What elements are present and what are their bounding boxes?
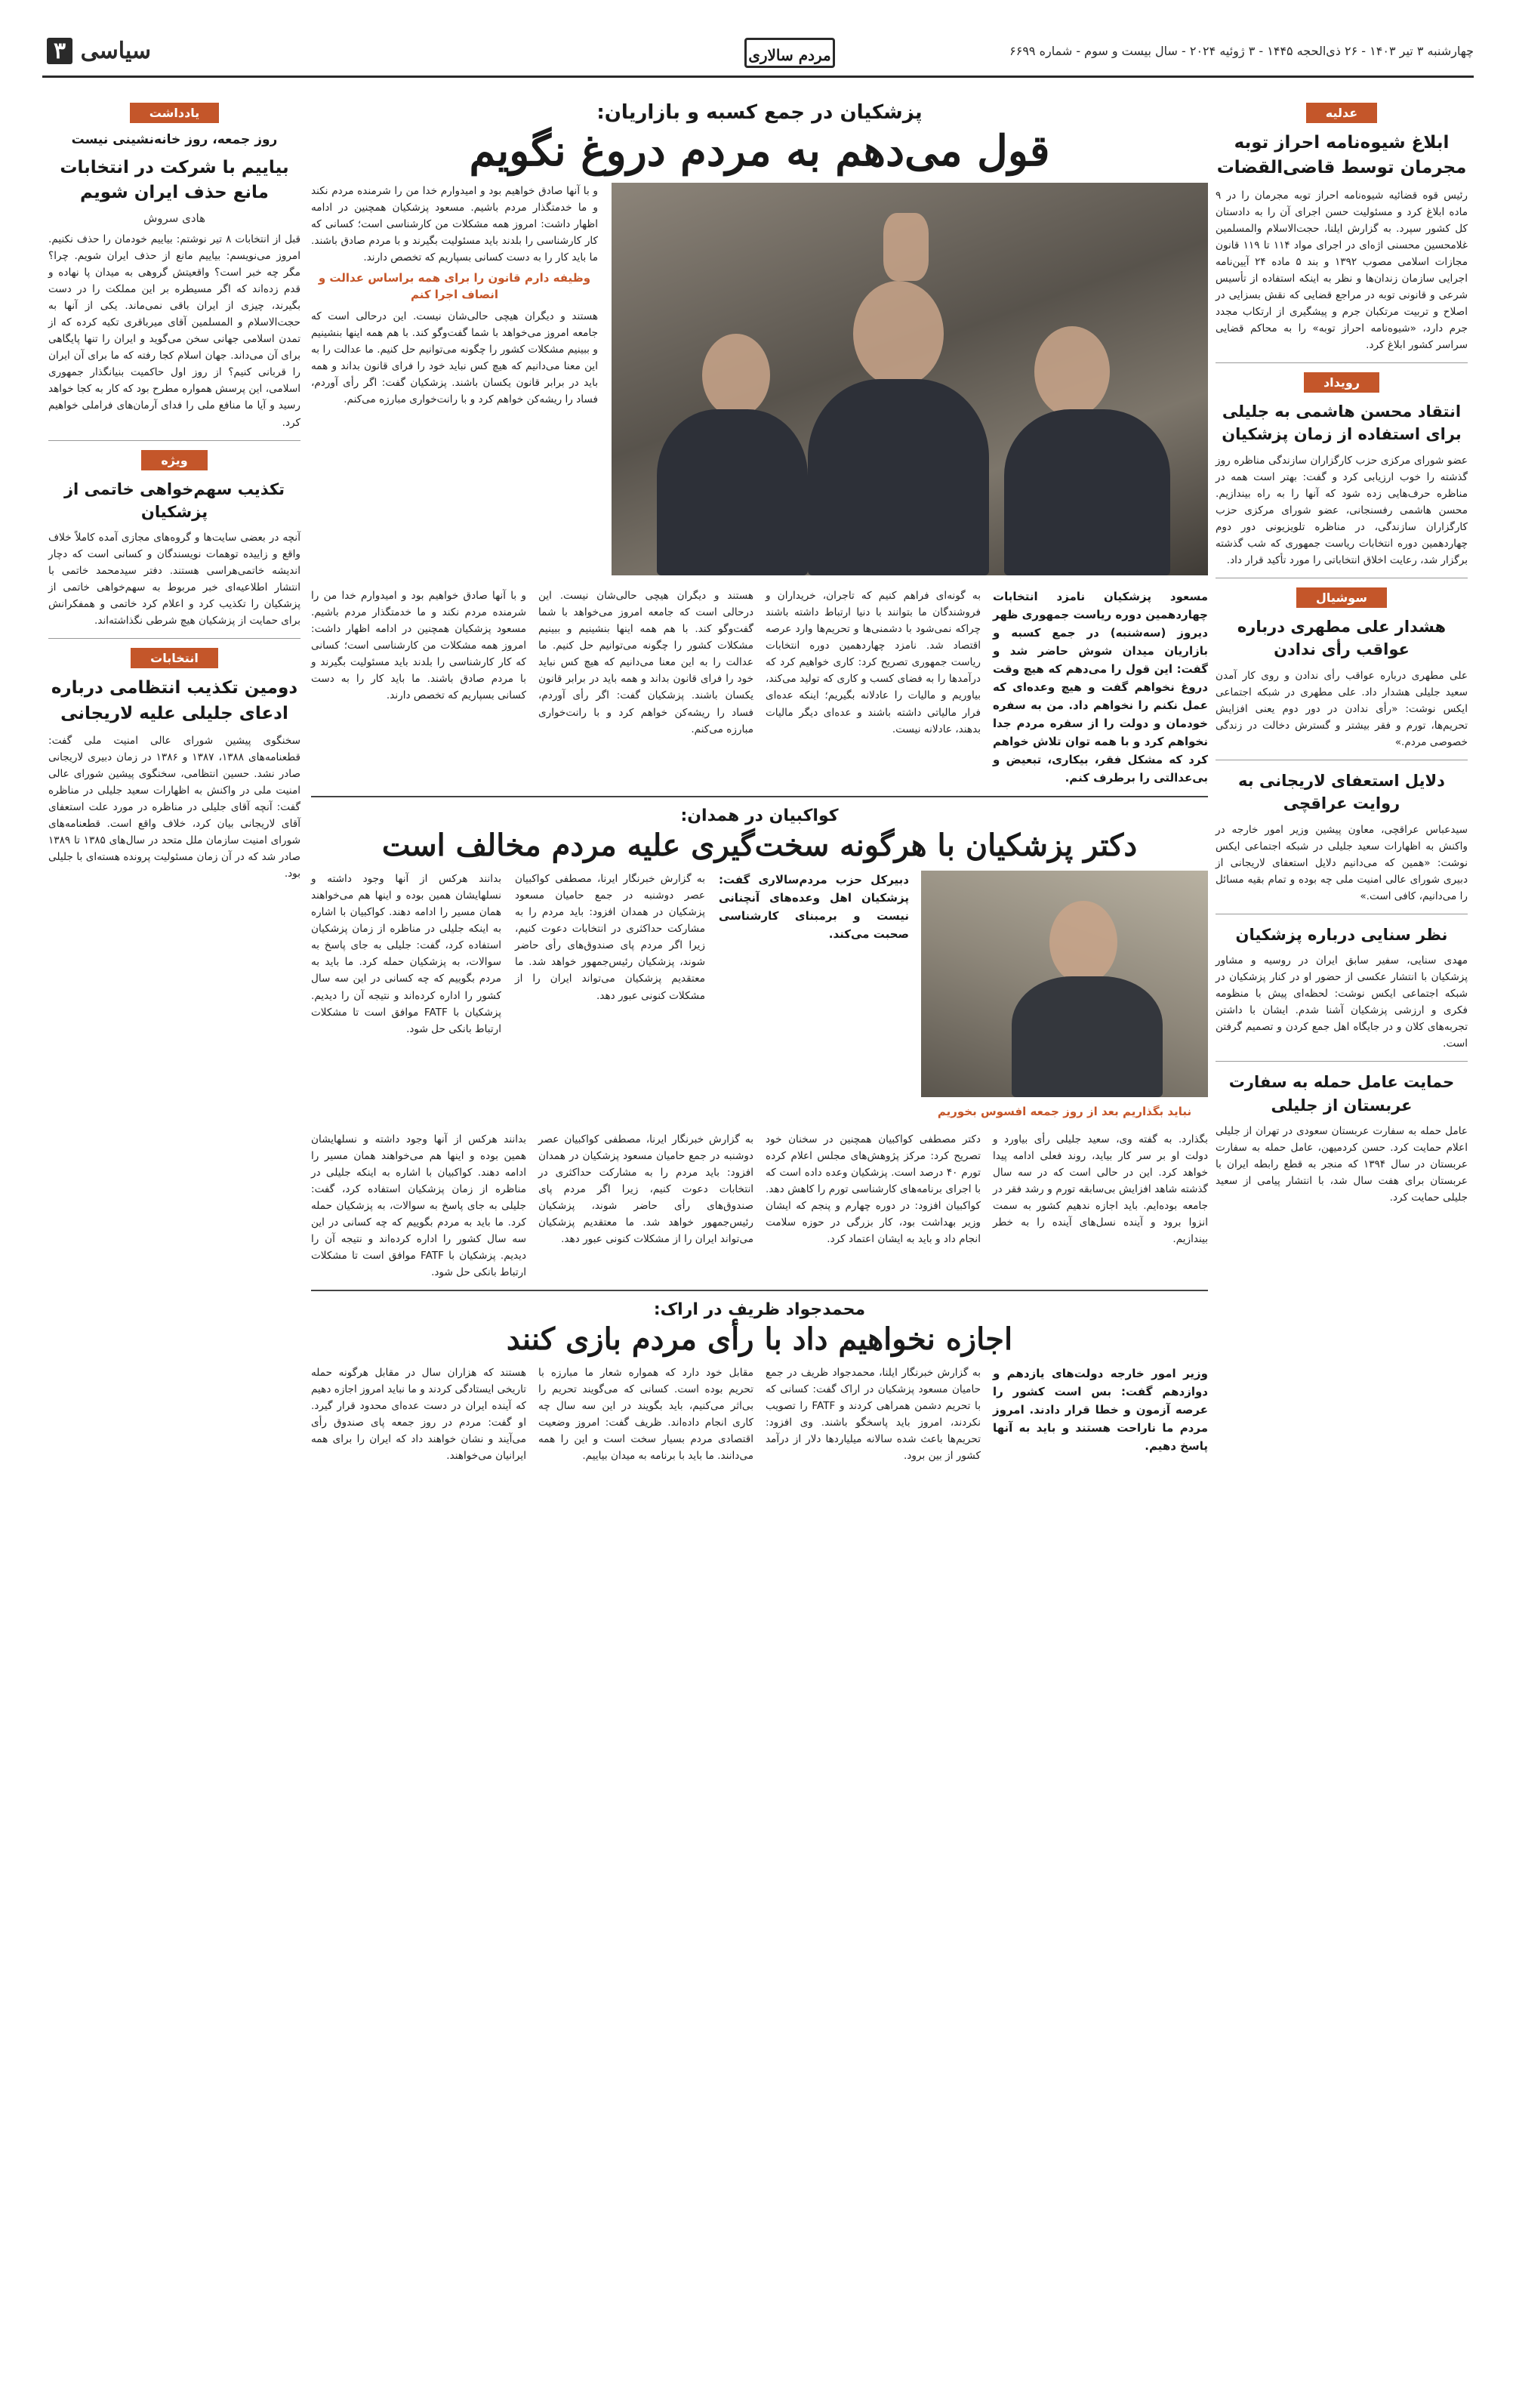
tag-special: ویژه [141, 450, 207, 470]
main-photo [612, 183, 1208, 575]
left-column [42, 97, 307, 882]
right-column [1209, 97, 1474, 1206]
date-line: چهارشنبه ۳ تیر ۱۴۰۳ - ۲۶ ذی‌الحجه ۱۴۴۵ - ۳ ژوئیه ۲۰۲۴ - سال بیست و سوم - شماره ۶۶۹۹ [1009, 44, 1474, 58]
body-entezami: سخنگوی پیشین شورای عالی امنیت ملی گفت: قطعنامه‌های ۱۳۸۸، ۱۳۸۷ و ۱۳۸۶ در زمان دبیری لاریجانی صادر نشد. حسین انتظامی، سخنگوی پیشین شورای عالی امنیت ملی در واکنش به اظهارات سعید جلیلی در مناظره گفت: آنچه آقای جلیلی در مناظره در مورد علت استعفای آقای لاریجانی بیان کرد، خلاف واقع است. قطعنامه‌های شورای امنیت سازمان ملل متحد در سال‌های ۱۳۸۵ تا ۱۳۸۹ صادر شد که در آن زمان مسئولیت پرونده هسته‌ای با جلیلی بود. [48, 735, 300, 880]
story3-text10: هستند که هزاران سال در مقابل هرگونه حمله تاریخی ایستادگی کردند و ما نباید امروز اجازه دهیم که آینده ایران در دست عده‌ای محدود قرار گیرد. او گفت: مردم در روز جمعه پای صندوق رأی می‌آیند و نشان خواهند داد که ایران را برای همه ایرانیان می‌خواهند. [311, 1367, 526, 1463]
headline-repentance: ابلاغ شیوه‌نامه احراز توبه مجرمان توسط قاضی‌القضات [1216, 133, 1467, 178]
headline-motahari: هشدار علی مطهری درباره عواقب رأی ندادن [1237, 617, 1447, 659]
story2-text6: دکتر مصطفی کواکبیان همچنین در سخنان خود تصریح کرد: مرکز پژوهش‌های مجلس اعلام کرده تورم ۴۰ درصد است. پزشکیان وعده داده است که با اجرای برنامه‌های کارشناسی تورم را کاهش دهد. کواکبیان افزود: در دوره چهارم و پنجم که ایشان وزیر بهداشت بود، کار بزرگی در حوزه سلامت انجام داد و باید به ایشان اعتماد کرد. [766, 1133, 981, 1245]
story2-text7-b: بدانند هرکس از آنها وجود داشته و نسلهایشان همین بوده و اینها هم می‌خواهند همان مسیر را ادامه دهند. کواکبیان با اشاره به اینکه جلیلی در مناظره از زمان پزشکیان استفاده کرد، گفت: جلیلی به جای پاسخ به سوالات، به پزشکیان حمله کرد. ما باید به مردم بگوییم که چه کسانی در این سه سال کشور را اداره کرده‌اند و نتیجه آن را دیدیم. پزشکیان با FATF موافق است تا مشکلات ارتباط بانکی حل شود. [311, 1133, 527, 1279]
body-text2: هستند و دیگران هیچی حالی‌شان نیست. این درحالی است که جامعه امروز می‌خواهد با شما گفت‌وگو کند. با هم همه اینها بنشینیم و ببینیم مشکلات کشور را چگونه می‌توانیم حل کنیم. ما عدالت را به این معنا می‌دانیم که هیچ کس نباید خود را فرای قانون بداند و همه باید در برابر قانون یکسان باشند. پزشکیان گفت: اگر رأی آوردم، فساد را ریشه‌کن خواهم کرد و با رانت‌خواری مبارزه می‌کنم. [311, 310, 598, 406]
tag-event: رویداد [1304, 372, 1379, 393]
story2-text5: بگذارد. به گفته وی، سعید جلیلی رأی بیاورد و دولت او بر سر کار بیاید، روند فعلی ادامه پیدا خواهد کرد. این در حالی است که در سه سال گذشته شاهد افزایش بی‌سابقه تورم و رشد فقر در جامعه بوده‌ایم. باید اجازه ندهیم کشور به سمت انزوا برود و آینده نسل‌های آینده را به خطر بیندازیم. [993, 1133, 1208, 1245]
main-text3: و با آنها صادق خواهیم بود و امیدوارم خدا من را شرمنده مردم نکند و ما خدمتگذار مردم باشیم. مسعود پزشکیان همچنین در ادامه اظهار داشت: امروز همه مشکلات من کارشناسی است؛ کسانی که کار کارشناسی را بلدند باید مسئولیت بگیرند و با مردم صادق باشند. ما باید کار را به دست کسانی بسپاریم که تخصص دارند. [311, 590, 526, 702]
newspaper-logo: مردم سالاری [744, 38, 835, 68]
story2-photo [921, 871, 1208, 1097]
story2-headline: دکتر پزشکیان با هرگونه سخت‌گیری علیه مردم مخالف است [381, 828, 1138, 864]
story3-headline: اجازه نخواهیم داد با رأی مردم بازی کنند [506, 1321, 1013, 1358]
tag-social: سوشیال [1296, 587, 1387, 608]
story2-text4: به گزارش خبرنگار ایرنا، مصطفی کواکبیان عصر دوشنبه در جمع حامیان مسعود پزشکیان در همدان افزود: باید مردم را به مشارکت حداکثری در انتخابات دعوت کنیم، زیرا اگر مردم پای صندوق‌های رأی حاضر شوند، پزشکیان رئیس‌جمهور خواهد شد. ما معتقدیم پزشکیان می‌تواند ایران را از مشکلات کنونی عبور دهد. [515, 873, 705, 1002]
story3-text9: مقابل خود دارد که همواره شعار ما مبارزه با تحریم بوده است. کسانی که می‌گویند تحریم را بی‌اثر می‌کنیم، باید بگویند در این سه سال چه کاری انجام داده‌اند. ظریف گفت: امروز وضعیت اقتصادی مردم بسیار سخت است و این را همه می‌دانند. ما باید با برنامه به میدان بیاییم. [538, 1367, 753, 1463]
note-kicker: روز جمعه، روز خانه‌نشینی نیست [71, 132, 278, 147]
story2-columns-lower [311, 1131, 1208, 1281]
body-repentance: رئیس قوه قضائیه شیوه‌نامه احراز توبه مجرمان را در ۹ ماده ابلاغ کرد و مسئولیت حسن اجرای آن را به دادستان کل کشور سپرد. به گزارش ایلنا، حجت‌الاسلام والمسلمین غلامحسین محسنی اژه‌ای در اجرای مواد ۱۱۴ تا ۱۱۹ قانون مجازات اسلامی مصوب ۱۳۹۲ و بند ۵ ماده ۲۴ آیین‌نامه اجرایی سازمان زندان‌ها و نظر به اینکه استفاده از تأسیس شرعی و قانونی توبه در مراجع قضایی که نقش بسزایی در اصلاح و تربیت مرتکبان جرم و پیشگیری از ارتکاب مجدد جرم دارد، «شیوه‌نامه احراز توبه» را به محاکم قضایی سراسر کشور ابلاغ کرد. [1216, 189, 1468, 351]
center-area [311, 101, 1208, 1464]
main-headline: قول می‌دهم به مردم دروغ نگویم [469, 126, 1050, 176]
story3-columns [311, 1364, 1208, 1464]
main-text1: به گونه‌ای فراهم کنیم که تاجران، خریداران و فروشندگان ما بتوانند با دنیا ارتباط داشته باشند چراکه نمی‌شود با دشمنی‌ها و تحریم‌ها وارد عرصه اقتصاد شد. نامزد چهاردهمین دوره انتخابات ریاست جمهوری تصریح کرد: کاری خواهیم کرد که درآمدها را به فضای کسب و کاری که تولید می‌کند، بیاوریم و مالیات را عادلانه بگیریم؛ اینکه عده‌ای فرار مالیاتی داشته باشند و عده‌ای دیگر مالیات بدهند، عادلانه نیست. [766, 590, 981, 735]
headline-entezami: دومین تکذیب انتظامی درباره ادعای جلیلی علیه لاریجانی [51, 678, 298, 723]
story2-lead: دبیرکل حزب مردم‌سالاری گفت: پزشکیان اهل وعده‌های آنچنانی نیست و برمبنای کارشناسی صحبت می‌کند. [719, 873, 909, 942]
main-photo-column [612, 183, 1208, 575]
page-number: ۳ [47, 38, 72, 64]
headline-khatami: تکذیب سهم‌خواهی خاتمی از پزشکیان [63, 479, 285, 521]
headline-hashemi: انتقاد محسن هاشمی به جلیلی برای استفاده از زمان پزشکیان [1222, 402, 1462, 444]
story2-pull-quote: نباید بگذاریم بعد از روز جمعه افسوس بخوریم [937, 1105, 1192, 1119]
main-story-columns [311, 587, 1208, 787]
story2-columns [311, 871, 909, 1121]
note-byline: هادی سروش [143, 211, 206, 226]
story3-lead: وزیر امور خارجه دولت‌های یازدهم و دوازدهم گفت: بس است کشور را عرصه آزمون و خطا قرار دادند. امروز مردم ما ناراحت هستند و باید به آنها پاسخ دهیم. [993, 1367, 1208, 1454]
main-lead: مسعود پزشکیان نامزد انتخابات چهاردهمین دوره ریاست جمهوری ظهر دیروز (سه‌شنبه) در جمع کسبه و بازاریان میدان شوش حاضر شد و گفت: این قول را می‌دهم که هیچ وقت دروغ نخواهم گفت و هیچ وعده‌ای که عمل نکنم را نخواهم داد. من به سفره خودمان و دولت را از سفره مردم جدا نخواهم کرد و با همه توان تلاش خواهم کرد که مشکل فقر، بیکاری، تبعیض و بی‌عدالتی را برطرف کنم. [993, 590, 1208, 785]
story2-text7: بدانند هرکس از آنها وجود داشته و نسلهایشان همین بوده و اینها هم می‌خواهند همان مسیر را ادامه دهند. کواکبیان با اشاره به اینکه جلیلی در مناظره از زمان پزشکیان استفاده کرد، گفت: جلیلی به جای پاسخ به سوالات، به پزشکیان حمله کرد. ما باید به مردم بگوییم که چه کسانی در این سه سال کشور را اداره کرده‌اند و نتیجه آن را دیدیم. پزشکیان با FATF موافق است تا مشکلات ارتباط بانکی حل شود. [311, 873, 501, 1035]
center-text-column [311, 183, 598, 575]
body-khatami: آنچه در بعضی سایت‌ها و گروه‌های مجازی آمده کاملاً خلاف واقع و زاییده توهمات نویسندگان و کسانی است که دچار اندیشه خاتمی‌هراسی هستند. دفتر سیدمحمد خاتمی با انتشار اطلاعیه‌ای خبر مربوط به سهم‌خواهی خاتمی از پزشکیان را تکذیب کرد و اعلام کرد خاتمی و همفکرانش برای حمایت از پزشکیان هیچ شرطی نگذاشته‌اند. [48, 532, 300, 627]
story3-kicker: محمدجواد ظریف در اراک: [653, 1300, 866, 1320]
body-hashemi: عضو شورای مرکزی حزب کارگزاران سازندگی مناظره روز گذشته را خوب ارزیابی کرد و گفت: بهتر است همه در مناظره حرف‌هایی زده شود که آنها را به راه بیندازیم. محسن هاشمی رفسنجانی، عضو شورای مرکزی حزب کارگزاران سازندگی، در مناظره تلویزیونی دور دوم چهاردهمین دوره انتخابات ریاست جمهوری که شب گذشته برگزار شد، رعایت اخلاق انتخاباتی را مورد تأکید قرار داد. [1216, 454, 1468, 566]
body-araghchi: سیدعباس عراقچی، معاون پیشین وزیر امور خارجه در واکنش به اظهارات سعید جلیلی در شبکه اجتماعی ایکس نوشت: «همین که می‌دانیم دلایل استعفای لاریجانی از دبیری شورای عالی امنیت ملی چه بوده و تمام بقیه مسائل را می‌دانیم، کافی است.» [1216, 823, 1468, 902]
tag-judiciary: عدلیه [1306, 103, 1377, 123]
note-body: قبل از انتخابات ۸ تیر نوشتم: بیاییم خودمان را حذف نکنیم. امروز می‌نویسم: بیاییم مانع از حذف ایران شویم. چرا؟ مگر چه خبر است؟ واقعیتش گروهی به میدان پا نهاده و قدم زده‌اند که اگر مسیطره بر این مملکت را در دست بگیرند، چیزی از ایران باقی نمی‌ماند. یکی از آنها به حجت‌الاسلام و المسلمین آقای میرباقری تکیه کرده که از تمدن اسلامی جهانی سخن می‌گوید و ایران را تنها پایگاهی برای آن می‌داند. جهان اسلام کجا رفته که ما برای آن ایران را قربانی کنیم؟ از روز اول حاکمیت بنیانگذار جمهوری اسلامی، این پرسش همواره مطرح بود که کار به کجا خواهد رسید و آیا ما منافع ملی را فدای آرمان‌های فراملی خواهیم کرد. [48, 233, 300, 429]
headline-araghchi: دلایل استعفای لاریجانی به روایت عراقچی [1238, 771, 1445, 813]
story2-text4-b: به گزارش خبرنگار ایرنا، مصطفی کواکبیان عصر دوشنبه در جمع حامیان مسعود پزشکیان در همدان افزود: باید مردم را به مشارکت حداکثری در انتخابات دعوت کنیم، زیرا اگر مردم پای صندوق‌های رأی حاضر شوند، پزشکیان رئیس‌جمهور خواهد شد. ما معتقدیم پزشکیان می‌تواند ایران را از مشکلات کنونی عبور دهد. [538, 1133, 753, 1245]
tag-elections: انتخابات [131, 648, 218, 668]
headline-sanaei: نظر سنایی درباره پزشکیان [1235, 925, 1448, 944]
body-saudi-embassy: عامل حمله به سفارت عربستان سعودی در تهران از جلیلی اعلام حمایت کرد. حسن کردمیهن، عامل حمله به سفارت عربستان در سال ۱۳۹۴ که منجر به قطع رابطه ایران با عربستان برای هفت سال شد، با انتشار پیامی از سعید جلیلی حمایت کرد. [1216, 1125, 1468, 1204]
tag-note: یادداشت [130, 103, 220, 123]
masthead-rule [42, 76, 1474, 78]
headline-saudi-embassy: حمایت عامل حمله به سفارت عربستان از جلیلی [1228, 1073, 1455, 1115]
note-headline: بیاییم با شرکت در انتخابات مانع حذف ایران شویم [60, 157, 289, 202]
main-text2: هستند و دیگران هیچی حالی‌شان نیست. این درحالی است که جامعه امروز می‌خواهد با شما گفت‌وگو کند. با هم همه اینها بنشینیم و ببینیم مشکلات کشور را چگونه می‌توانیم حل کنیم. ما عدالت را به این معنا می‌دانیم که هیچ کس نباید خود را فرای قانون بداند و همه باید در برابر قانون یکسان باشند. پزشکیان گفت: اگر رأی آوردم، فساد را ریشه‌کن خواهم کرد و با رانت‌خواری مبارزه می‌کنم. [538, 590, 753, 735]
section-name: سیاسی [80, 38, 152, 64]
main-kicker: پزشکیان در جمع کسبه و بازاریان: [596, 101, 923, 124]
body-motahari: علی مطهری درباره عواقب رأی ندادن و روی کار آمدن سعید جلیلی هشدار داد. علی مطهری در شبکه اجتماعی ایکس نوشت: «رأی ندادن در دور دوم یعنی افزایش تحریم‌ها، تورم و فقر بیشتر و گسترش دخالت در زندگی خصوصی مردم.» [1216, 669, 1468, 748]
story2-photo-column [921, 871, 1208, 1121]
section-label [42, 38, 151, 64]
masthead [42, 33, 1474, 74]
body-sanaei: مهدی سنایی، سفیر سابق ایران در روسیه و مشاور پزشکیان با انتشار عکسی از حضور او در کنار پزشکیان در شبکه اجتماعی ایکس نوشت: لحظه‌ای پیش با منظومه فکری و ارزشی پزشکیان آشنا شدم. ایشان با داشتن تجربه‌های کلان و در جایگاه اهل جمع کردن و تصمیم گرفتن است. [1216, 954, 1468, 1050]
story2-kicker: کواکبیان در همدان: [680, 806, 839, 826]
body-text3: و با آنها صادق خواهیم بود و امیدوارم خدا من را شرمنده مردم نکند و ما خدمتگذار مردم باشیم. مسعود پزشکیان همچنین در ادامه اظهار داشت: امروز همه مشکلات من کارشناسی است؛ کسانی که کار کارشناسی را بلدند باید مسئولیت بگیرند و با مردم صادق باشند. ما باید کار را به دست کسانی بسپاریم که تخصص دارند. [311, 185, 598, 264]
story3-text8: به گزارش خبرنگار ایلنا، محمدجواد ظریف در جمع حامیان مسعود پزشکیان در اراک گفت: کسانی که با تحریم دشمن همراهی کردند و FATF را تصویب نکردند، امروز باید پاسخگو باشند. وی افزود: تحریم‌ها باعث شده سالانه میلیاردها دلار از درآمد کشور از بین برود. [766, 1367, 981, 1463]
subhead-justice: وظیفه دارم قانون را برای همه براساس عدالت و انصاف اجرا کنم [318, 271, 591, 302]
